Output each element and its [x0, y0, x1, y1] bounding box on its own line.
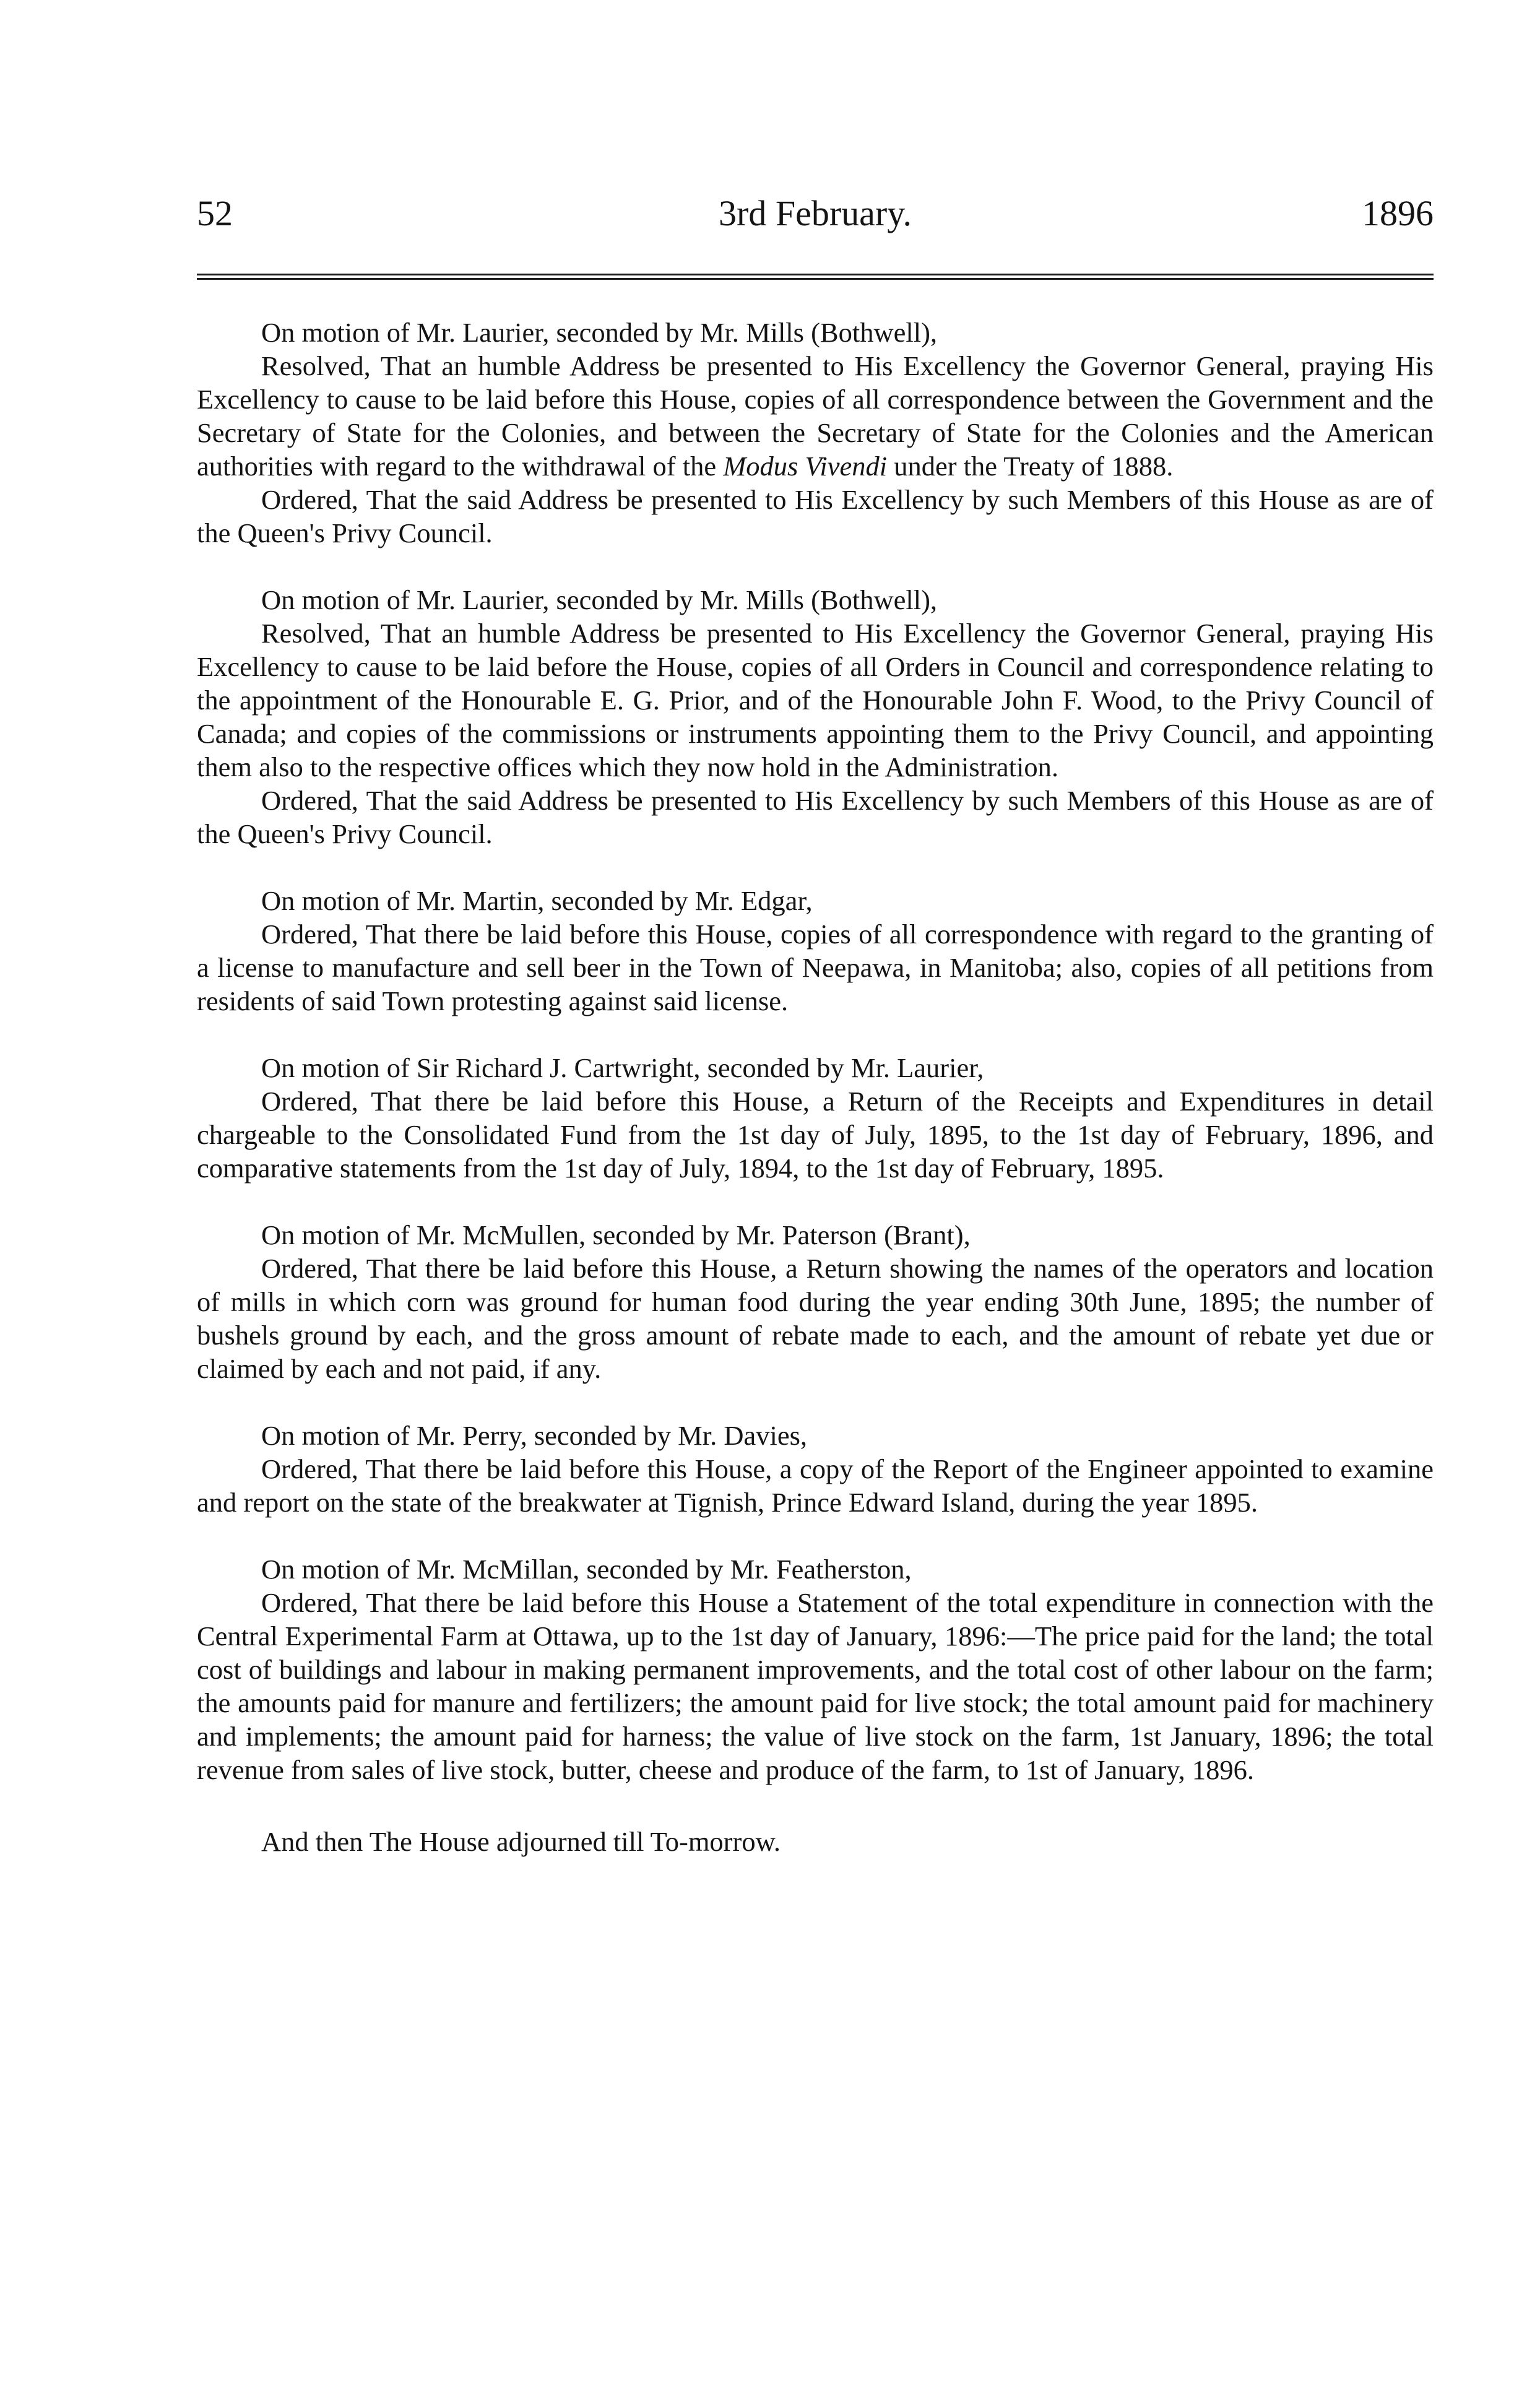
motion-entry — [197, 1552, 1434, 1786]
motion-line: On motion of Sir Richard J. Cartwright, seconded by Mr. Laurier, — [261, 1052, 984, 1083]
resolution-text: Resolved, That an humble Address be presented to His Excellency the Governor General, praying His Excellency to cause to be laid before this House, copies of all correspondence between the Government and the Secretary of State for the Colonies, and between the Secretary of State for the Colonies and the American authorities with regard to the withdrawal of the — [197, 350, 1434, 482]
motion-entry — [197, 583, 1434, 851]
resolution-paragraph — [197, 349, 1434, 483]
order-paragraph: Ordered, That the said Address be presented to His Excellency by such Members of this House as are of the Queen's Privy Council. — [197, 484, 1434, 548]
motion-entry — [197, 1419, 1434, 1519]
page-year: 1896 — [1362, 193, 1434, 233]
motion-line: On motion of Mr. Perry, seconded by Mr. Davies, — [261, 1420, 808, 1451]
order-paragraph: Ordered, That there be laid before this House a Statement of the total expenditure in connection with the Central Experimental Farm at Ottawa, up to the 1st day of January, 1896:—The price paid for the land; the total cost of buildings and labour in making permanent improvements, and the total cost of other labour on the farm; the amounts paid for manure and fertilizers; the amount paid for live stock; the total amount paid for machinery and implements; the amount paid for harness; the value of live stock on the farm, 1st January, 1896; the total revenue from sales of live stock, butter, cheese and produce of the farm, to 1st of January, 1896. — [197, 1587, 1434, 1785]
resolution-paragraph: Resolved, That an humble Address be presented to His Excellency the Governor General, praying His Excellency to cause to be laid before the House, copies of all Orders in Council and correspondence relating to the appointment of the Honourable E. G. Prior, and of the Honourable John F. Wood, to the Privy Council of Canada; and copies of the commissions or instruments appointing them to the Privy Council, and appointing them also to the respective offices which they now hold in the Administration. — [197, 618, 1434, 782]
page-number: 52 — [197, 193, 233, 233]
motion-line: On motion of Mr. McMillan, seconded by Mr. Featherston, — [261, 1554, 912, 1585]
motion-entry — [197, 316, 1434, 550]
order-paragraph: Ordered, That there be laid before this House, a Return of the Receipts and Expenditures in detail chargeable to the Consolidated Fund from the 1st day of July, 1895, to the 1st day of February, 1896, and comparative statements from the 1st day of July, 1894, to the 1st day of February, 1895. — [197, 1086, 1434, 1184]
page-date-heading: 3rd February. — [719, 193, 912, 233]
running-head — [197, 186, 1434, 241]
motion-line: On motion of Mr. Laurier, seconded by Mr. Mills (Bothwell), — [261, 584, 938, 615]
motion-entry — [197, 1051, 1434, 1185]
motion-entry — [197, 1218, 1434, 1385]
order-paragraph: Ordered, That the said Address be presented to His Excellency by such Members of this House as are of the Queen's Privy Council. — [197, 785, 1434, 849]
order-paragraph: Ordered, That there be laid before this House, copies of all correspondence with regard to the granting of a license to manufacture and sell beer in the Town of Neepawa, in Manitoba; also, copies of all petitions from residents of said Town protesting against said license. — [197, 919, 1434, 1016]
motion-line: On motion of Mr. Martin, seconded by Mr. Edgar, — [261, 885, 813, 916]
adjournment-line: And then The House adjourned till To-morrow. — [261, 1826, 781, 1857]
journal-body — [197, 316, 1434, 1786]
order-paragraph: Ordered, That there be laid before this House, a Return showing the names of the operators and location of mills in which corn was ground for human food during the year ending 30th June, 1895; the number of bushels ground by each, and the gross amount of rebate made to each, and the amount of rebate yet due or claimed by each and not paid, if any. — [197, 1253, 1434, 1384]
motion-entry — [197, 884, 1434, 1018]
order-paragraph: Ordered, That there be laid before this House, a copy of the Report of the Engineer appointed to examine and report on the state of the breakwater at Tignish, Prince Edward Island, during the year 1895. — [197, 1453, 1434, 1518]
page-content — [197, 186, 1434, 1886]
resolution-text-end: under the Treaty of 1888. — [887, 451, 1174, 482]
header-double-rule — [197, 274, 1434, 280]
motion-line: On motion of Mr. Laurier, seconded by Mr. Mills (Bothwell), — [261, 317, 938, 348]
italic-phrase: Modus Vivendi — [723, 451, 888, 482]
motion-line: On motion of Mr. McMullen, seconded by Mr. Paterson (Brant), — [261, 1219, 971, 1250]
